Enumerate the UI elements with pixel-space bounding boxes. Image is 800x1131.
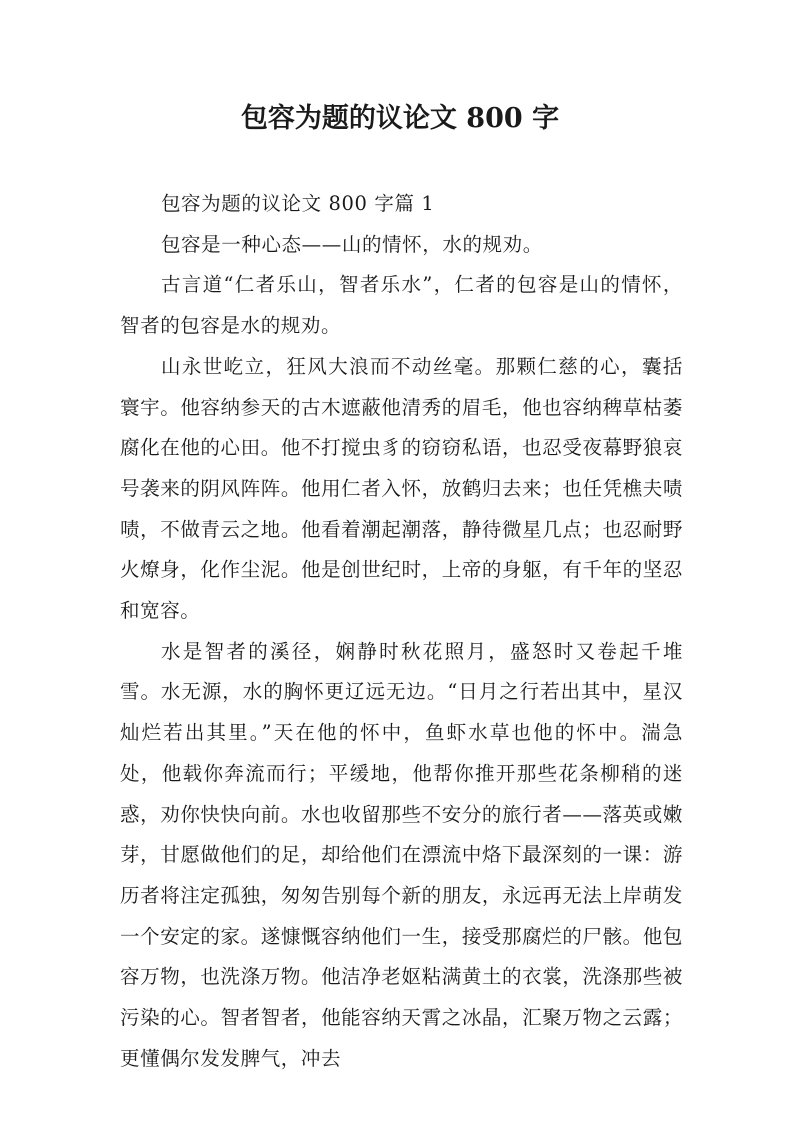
section-heading: 包容为题的议论文 800 字篇 1 (160, 192, 435, 215)
document-body (120, 184, 683, 1079)
document-title: 包容为题的议论文 800 字 (240, 103, 560, 134)
paragraph: 包容是一种心态——山的情怀，水的规劝。 (160, 232, 543, 256)
paragraph: 山永世屹立，狂风大浪而不动丝毫。那颗仁慈的心，囊括寰宇。他容纳参天的古木遮蔽他清秀的眉毛，他也容纳稗草枯萎腐化在他的心田。他不打搅虫豸的窃窃私语，也忍受夜幕野狼哀号袭来的阴风阵阵。他用仁者入怀，放鹤归去来；也任凭樵夫啧啧，不做青云之地。他看着潮起潮落，静待微星几点；也忍耐野火燎身，化作尘泥。他是创世纪时，上帝的身躯，有千年的坚忍和宽容。 (120, 354, 683, 623)
paragraph: 古言道“仁者乐山，智者乐水”，仁者的包容是山的情怀，智者的包容是水的规劝。 (120, 273, 683, 338)
paragraph: 水是智者的溪径，娴静时秋花照月，盛怒时又卷起千堆雪。水无源，水的胸怀更辽远无边。“日月之行若出其中，星汉灿烂若出其里。”天在他的怀中，鱼虾水草也他的怀中。湍急处，他载你奔流而行；平缓地，他帮你推开那些花条柳稍的迷惑，劝你快快向前。水也收留那些不安分的旅行者——落英或嫩芽，甘愿做他们的足，却给他们在漂流中烙下最深刻的一课：游历者将注定孤独，匆匆告别每个新的朋友，永远再无法上岸萌发一个安定的家。遂慷慨容纳他们一生，接受那腐烂的尸骸。他包容万物，也洗涤万物。他洁净老妪粘满黄土的衣裳，洗涤那些被污染的心。智者智者，他能容纳天霄之冰晶，汇聚万物之云露；更懂偶尔发发脾气，冲去 (120, 639, 683, 1070)
